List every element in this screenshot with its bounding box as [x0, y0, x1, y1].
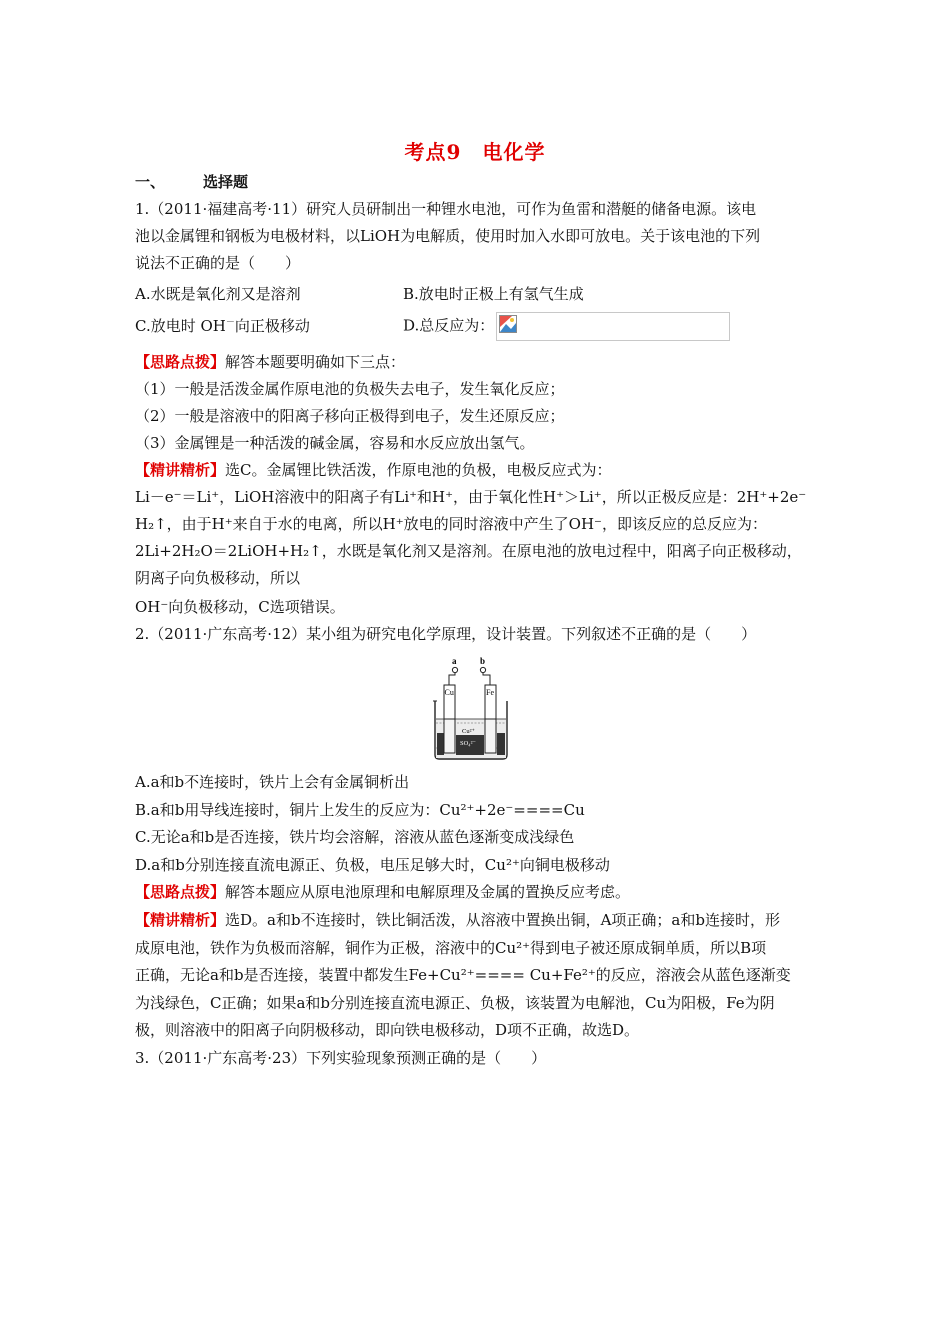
q1-stem-line-1: 1.（2011·福建高考·11）研究人员研制出一种锂水电池，可作为鱼雷和潜艇的储备电源。该电	[135, 200, 757, 218]
q1-option-c-suffix: 向正极移动	[234, 317, 310, 335]
q1-point-2: （2）一般是溶液中的阳离子移向正极得到电子，发生还原反应；	[135, 407, 565, 425]
equation-image-placeholder	[496, 312, 730, 341]
q1-stem-line-2: 池以金属锂和钢板为电极材料，以LiOH为电解质，使用时加入水即可放电。关于该电池的下列	[135, 227, 761, 245]
q1-hint-tag: 【思路点拨】	[135, 353, 226, 371]
q1-option-b: B.放电时正极上有氢气生成	[403, 285, 584, 303]
terminal-b-label: b	[480, 656, 486, 666]
copper-label: Cu	[444, 688, 454, 697]
q3-stem: 3.（2011·广东高考·23）下列实验现象预测正确的是（ ）	[135, 1049, 547, 1067]
section-heading	[135, 172, 248, 192]
q1-analysis-line-1: Li－e⁻＝Li⁺，LiOH溶液中的阳离子有Li⁺和H⁺，由于氧化性H⁺＞Li⁺，所以正极反应是：2H⁺+2e⁻	[135, 488, 807, 506]
q2-hint-tag: 【思路点拨】	[135, 883, 226, 901]
q2-option-a: A.a和b不连接时，铁片上会有金属铜析出	[135, 773, 410, 791]
q1-analysis-line-4: 阴离子向负极移动，所以	[135, 569, 301, 587]
q1-point-3: （3）金属锂是一种活泼的碱金属，容易和水反应放出氢气。	[135, 434, 535, 452]
ion-so4-label: SO₄²⁻	[460, 740, 476, 747]
q1-option-a: A.水既是氧化剂又是溶剂	[135, 285, 301, 303]
q2-option-d: D.a和b分别连接直流电源正、负极，电压足够大时，Cu²⁺向铜电极移动	[135, 856, 610, 874]
terminal-a	[452, 667, 457, 672]
electrochemical-cell-diagram	[432, 655, 512, 761]
q1-option-c-prefix: C.放电时 OH	[135, 317, 226, 335]
q2-hint-text: 解答本题应从原电池原理和电解原理及金属的置换反应考虑。	[225, 883, 631, 901]
q1-point-1: （1）一般是活泼金属作原电池的负极失去电子，发生氧化反应；	[135, 380, 565, 398]
q1-analysis-tag: 【精讲精析】	[135, 461, 226, 479]
q1-analysis-line-5: OH⁻向负极移动，C选项错误。	[135, 598, 345, 616]
q2-analysis	[135, 910, 780, 930]
ion-cu-label: Cu²⁺	[462, 728, 475, 735]
q2-hint	[135, 882, 630, 902]
q2-option-b: B.a和b用导线连接时，铜片上发生的反应为：Cu²⁺+2e⁻====Cu	[135, 801, 585, 819]
q2-option-c: C.无论a和b是否连接，铁片均会溶解，溶液从蓝色逐渐变成浅绿色	[135, 828, 575, 846]
terminal-b	[480, 667, 485, 672]
q1-option-c: C.放电时 OH－向正极移动	[135, 317, 310, 335]
terminal-a-label: a	[452, 656, 457, 666]
q2-stem: 2.（2011·广东高考·12）某小组为研究电化学原理，设计装置。下列叙述不正确的是（ ）	[135, 625, 757, 643]
broken-image-icon	[499, 315, 517, 333]
q1-hint	[135, 352, 405, 372]
section-number: 一、	[135, 173, 166, 191]
q1-hint-text: 解答本题要明确如下三点：	[225, 353, 406, 371]
iron-label: Fe	[486, 688, 494, 697]
q2-analysis-line-1: 成原电池，铁作为负极而溶解，铜作为正极，溶液中的Cu²⁺得到电子被还原成铜单质，所以B项	[135, 939, 767, 957]
q1-option-d-label: D.总反应为：	[403, 316, 495, 335]
q1-analysis-line-3: 2Li+2H₂O＝2LiOH+H₂↑，水既是氧化剂又是溶剂。在原电池的放电过程中，阳离子向正极移动，	[135, 542, 802, 560]
q2-analysis-text: 选D。a和b不连接时，铁比铜活泼，从溶液中置换出铜，A项正确；a和b连接时，形	[225, 911, 780, 929]
q1-stem-line-3: 说法不正确的是（ ）	[135, 254, 301, 272]
q1-analysis-text: 选C。金属锂比铁活泼，作原电池的负极，电极反应式为：	[225, 461, 612, 479]
q1-option-d	[403, 312, 730, 341]
q2-analysis-line-3: 为浅绿色，C正确；如果a和b分别连接直流电源正、负极，该装置为电解池，Cu为阳极，Fe为阴	[135, 994, 775, 1012]
section-label: 选择题	[203, 173, 249, 191]
q1-analysis-line-2: H₂↑，由于H⁺来自于水的电离，所以H⁺放电的同时溶液中产生了OH⁻，即该反应的总反应为：	[135, 515, 767, 533]
q1-analysis	[135, 460, 612, 480]
q2-analysis-line-2: 正确，无论a和b是否连接，装置中都发生Fe+Cu²⁺==== Cu+Fe²⁺的反应，溶液会从蓝色逐渐变	[135, 966, 791, 984]
q2-analysis-tag: 【精讲精析】	[135, 911, 226, 929]
q2-analysis-line-4: 极，则溶液中的阳离子向阴极移动，即向铁电极移动，D项不正确，故选D。	[135, 1021, 640, 1039]
page-title: 考点9 电化学	[404, 140, 546, 164]
